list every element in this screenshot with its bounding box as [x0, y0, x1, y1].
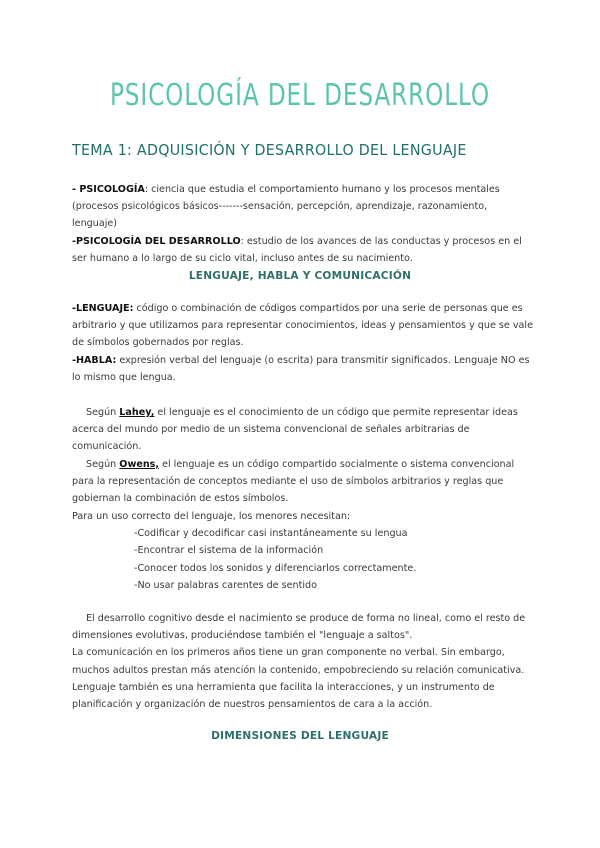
development-block: [72, 610, 534, 713]
topic-subtitle: TEMA 1: ADQUISICIÓN Y DESARROLLO DEL LENGUAJE: [72, 141, 467, 159]
section-heading-dimensiones: DIMENSIONES DEL LENGUAJE: [211, 730, 389, 742]
term-lenguaje: -LENGUAJE:: [72, 303, 134, 314]
lahey-paragraph: [72, 404, 534, 456]
list-item: -Encontrar el sistema de la información: [134, 545, 324, 557]
definition-text: : ciencia que estudia el comportamiento humano y los procesos mentales (procesos psicológicos básicos-------sensación, percepción, aprendizaje, razonamiento, lenguaje): [72, 184, 500, 230]
development-paragraph-3: Lenguaje también es una herramienta que facilita la interacciones, y un instrumento de planificación y organización de nuestros pensamientos de cara a la acción.: [72, 681, 495, 711]
development-paragraph-1: El desarrollo cognitivo desde el nacimiento se produce de forma no lineal, como el resto de dimensiones evolutivas, produciéndose también el "lenguaje a saltos".: [72, 613, 526, 642]
definition-habla: [72, 352, 534, 386]
requirements-intro: Para un uso correcto del lenguaje, los menores necesitan:: [72, 511, 351, 522]
author-lahey: Lahey,: [119, 407, 155, 418]
term-psicologia-desarrollo: -PSICOLOGÍA DEL DESARROLLO: [72, 235, 241, 247]
list-item: -Conocer todos los sonidos y diferenciarlos correctamente.: [134, 562, 417, 574]
section-heading-lenguaje-habla: LENGUAJE, HABLA Y COMUNICACIÓN: [188, 270, 412, 282]
definition-lenguaje: [72, 300, 534, 352]
definition-text: expresión verbal del lenguaje (o escrita) para transmitir significados. Lenguaje NO es lo mismo que lengua.: [72, 354, 530, 383]
owens-text: el lenguaje es un código compartido socialmente o sistema convencional para la representación de conceptos mediante el uso de símbolos arbitrarios y reglas que gobiernan la combinación de estos símbolos.: [72, 458, 515, 505]
lahey-text: el lenguaje es el conocimiento de un código que permite representar ideas acerca del mundo por medio de un sistema convencional de señales arbitrarias de comunicación.: [72, 407, 518, 453]
definitions-block-1: [72, 181, 534, 267]
definition-text: : estudio de los avances de las conductas y procesos en el ser humano a lo largo de su ciclo vital, incluso antes de su nacimiento.: [72, 235, 522, 264]
term-habla: -HABLA:: [72, 354, 117, 366]
requirements-block: [72, 508, 534, 594]
lahey-prefix: Según: [86, 407, 120, 418]
requirements-list: [72, 525, 534, 594]
definition-text: código o combinación de códigos compartidos por una serie de personas que es arbitrario y que utilizamos para representar conocimientos, ideas y pensamientos y que se vale de símbolos gobernados por reglas.: [72, 303, 533, 349]
definitions-block-2: [72, 300, 534, 386]
definition-psicologia: [72, 181, 534, 233]
term-psicologia: - PSICOLOGÍA: [72, 184, 145, 195]
definition-psicologia-desarrollo: [72, 233, 534, 267]
list-item: -No usar palabras carentes de sentido: [134, 579, 317, 591]
author-owens: Owens,: [119, 458, 160, 470]
page-title: PSICOLOGÍA DEL DESARROLLO: [109, 78, 491, 113]
owens-prefix: Según: [86, 458, 120, 470]
list-item: -Codificar y decodificar casi instantáneamente su lengua: [134, 528, 408, 540]
authors-block: [72, 404, 534, 507]
development-paragraph-2: La comunicación en los primeros años tiene un gran componente no verbal. Sin embargo, muchos adultos prestan más atención la contenido, empobreciendo su relación comunicativa.: [72, 647, 525, 676]
owens-paragraph: [72, 456, 534, 508]
